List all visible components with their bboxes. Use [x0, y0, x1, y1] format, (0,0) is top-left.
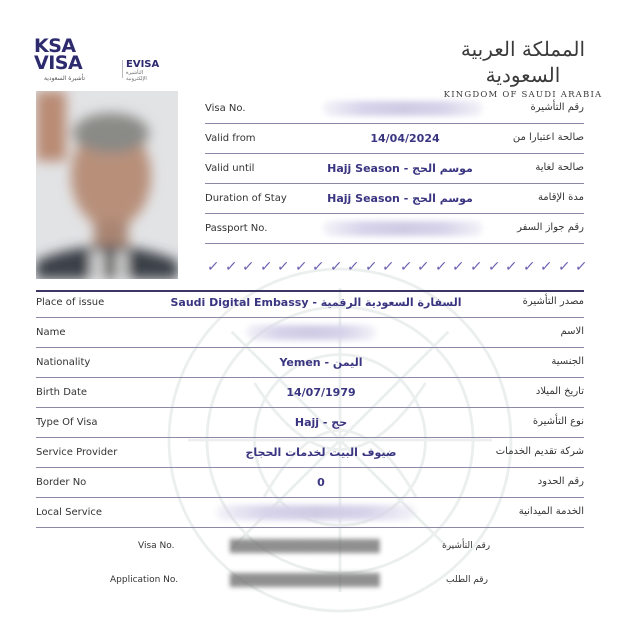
bottom-visa-no-label: Visa No. — [138, 541, 175, 551]
field-valid-from — [205, 124, 584, 154]
row-divider — [205, 243, 584, 244]
check-icon: ✓ — [574, 259, 589, 275]
check-icon: ✓ — [346, 259, 361, 275]
field-label-ar: رقم التأشيرة — [530, 102, 584, 113]
check-icon: ✓ — [504, 259, 519, 275]
check-icon: ✓ — [381, 259, 396, 275]
evisa-text: EVISA — [126, 59, 160, 70]
field-label-en: Service Provider — [36, 447, 118, 458]
field-label-ar: صالحة لغاية — [535, 162, 584, 173]
ksa-visa-logo — [34, 35, 160, 84]
bottom-visa-no-label-ar: رقم التأشيرة — [442, 541, 491, 551]
field-label-ar: الاسم — [560, 326, 584, 337]
check-icon: ✓ — [486, 259, 501, 275]
field-label-ar: نوع التأشيرة — [532, 416, 584, 427]
field-label-en: Nationality — [36, 357, 91, 368]
check-icon: ✓ — [468, 259, 483, 275]
field-label-en: Birth Date — [36, 387, 88, 398]
check-icon: ✓ — [451, 259, 466, 275]
field-label-en: Local Service — [36, 507, 103, 518]
field-value: Hajj Season - موسم الحج — [327, 162, 473, 175]
check-icon: ✓ — [556, 259, 571, 275]
check-icon: ✓ — [433, 259, 448, 275]
field-label-ar: رقم الحدود — [537, 476, 584, 487]
field-visa-no — [205, 94, 584, 124]
redacted-value — [216, 505, 416, 520]
logo-separator — [122, 60, 123, 78]
field-value: 14/07/1979 — [286, 386, 356, 399]
evisa-logo — [126, 59, 159, 82]
field-label-ar: مصدر التأشيرة — [522, 296, 584, 307]
field-label-ar: الجنسية — [551, 356, 584, 367]
logo-line1: KSA — [34, 35, 76, 57]
check-icon: ✓ — [293, 259, 308, 275]
field-label-en: Place of issue — [36, 297, 105, 308]
field-value: 0 — [317, 476, 325, 489]
field-value: Hajj Season - موسم الحج — [327, 192, 473, 205]
application-barcode — [230, 573, 380, 587]
field-name — [36, 318, 584, 348]
evisa-arabic: التأشيرة الإلكترونية — [126, 70, 147, 82]
field-label-en: Duration of Stay — [205, 193, 287, 204]
field-label-ar: تاريخ الميلاد — [535, 386, 584, 397]
field-local-service — [36, 498, 584, 528]
field-passport-no — [205, 214, 584, 244]
field-value: Yemen - اليمن — [279, 356, 363, 369]
field-birth-date — [36, 378, 584, 408]
check-icon: ✓ — [398, 259, 413, 275]
check-icon: ✓ — [416, 259, 431, 275]
logo-arabic: تأشيرة السعودية — [44, 75, 86, 82]
visa-barcode — [230, 539, 380, 553]
check-icon: ✓ — [521, 259, 536, 275]
redacted-value — [323, 221, 483, 236]
field-label-ar: مدة الإقامة — [537, 192, 584, 203]
redacted-value — [246, 325, 376, 340]
kingdom-arabic: المملكة العربية السعودية — [460, 37, 586, 87]
field-service-provider — [36, 438, 584, 468]
check-icon: ✓ — [241, 259, 256, 275]
field-place-of-issue — [36, 288, 584, 318]
portrait-icon — [36, 91, 178, 279]
field-label-en: Passport No. — [205, 223, 268, 234]
check-icon: ✓ — [311, 259, 326, 275]
check-icon: ✓ — [328, 259, 343, 275]
field-value: Saudi Digital Embassy - السفارة السعودية الرقمية — [170, 296, 462, 309]
field-nationality — [36, 348, 584, 378]
redacted-value — [323, 101, 483, 116]
security-checkmark-strip — [207, 259, 587, 277]
field-label-en: Type Of Visa — [36, 417, 98, 428]
row-divider — [36, 527, 584, 528]
field-valid-until — [205, 154, 584, 184]
field-label-en: Valid until — [205, 163, 255, 174]
check-icon: ✓ — [539, 259, 554, 275]
check-icon: ✓ — [258, 259, 273, 275]
check-icon: ✓ — [206, 259, 220, 275]
field-label-en: Name — [36, 327, 66, 338]
field-value: 14/04/2024 — [370, 132, 440, 145]
field-label-ar: رقم جواز السفر — [517, 222, 584, 233]
check-icon: ✓ — [363, 259, 378, 275]
field-label-ar: شركة تقديم الخدمات — [495, 446, 584, 457]
field-label-ar: صالحة اعتبارا من — [512, 132, 584, 143]
bottom-application-no-label: Application No. — [110, 575, 179, 585]
field-value: Hajj - حج — [294, 416, 348, 429]
field-border-no — [36, 468, 584, 498]
field-label-ar: الخدمة الميدانية — [518, 506, 584, 517]
check-icon: ✓ — [223, 259, 238, 275]
field-label-en: Valid from — [205, 133, 256, 144]
field-duration-of-stay — [205, 184, 584, 214]
applicant-photo — [36, 91, 178, 279]
bottom-application-no-label-ar: رقم الطلب — [446, 575, 488, 585]
kingdom-header — [438, 36, 608, 100]
logo-line2: VISA — [34, 52, 83, 74]
field-label-en: Visa No. — [205, 103, 246, 114]
kingdom-english: KINGDOM OF SAUDI ARABIA — [443, 90, 603, 100]
field-value: ضيوف البيت لخدمات الحجاج — [245, 446, 397, 459]
field-type-of-visa — [36, 408, 584, 438]
check-icon: ✓ — [276, 259, 291, 275]
field-label-en: Border No — [36, 477, 87, 488]
